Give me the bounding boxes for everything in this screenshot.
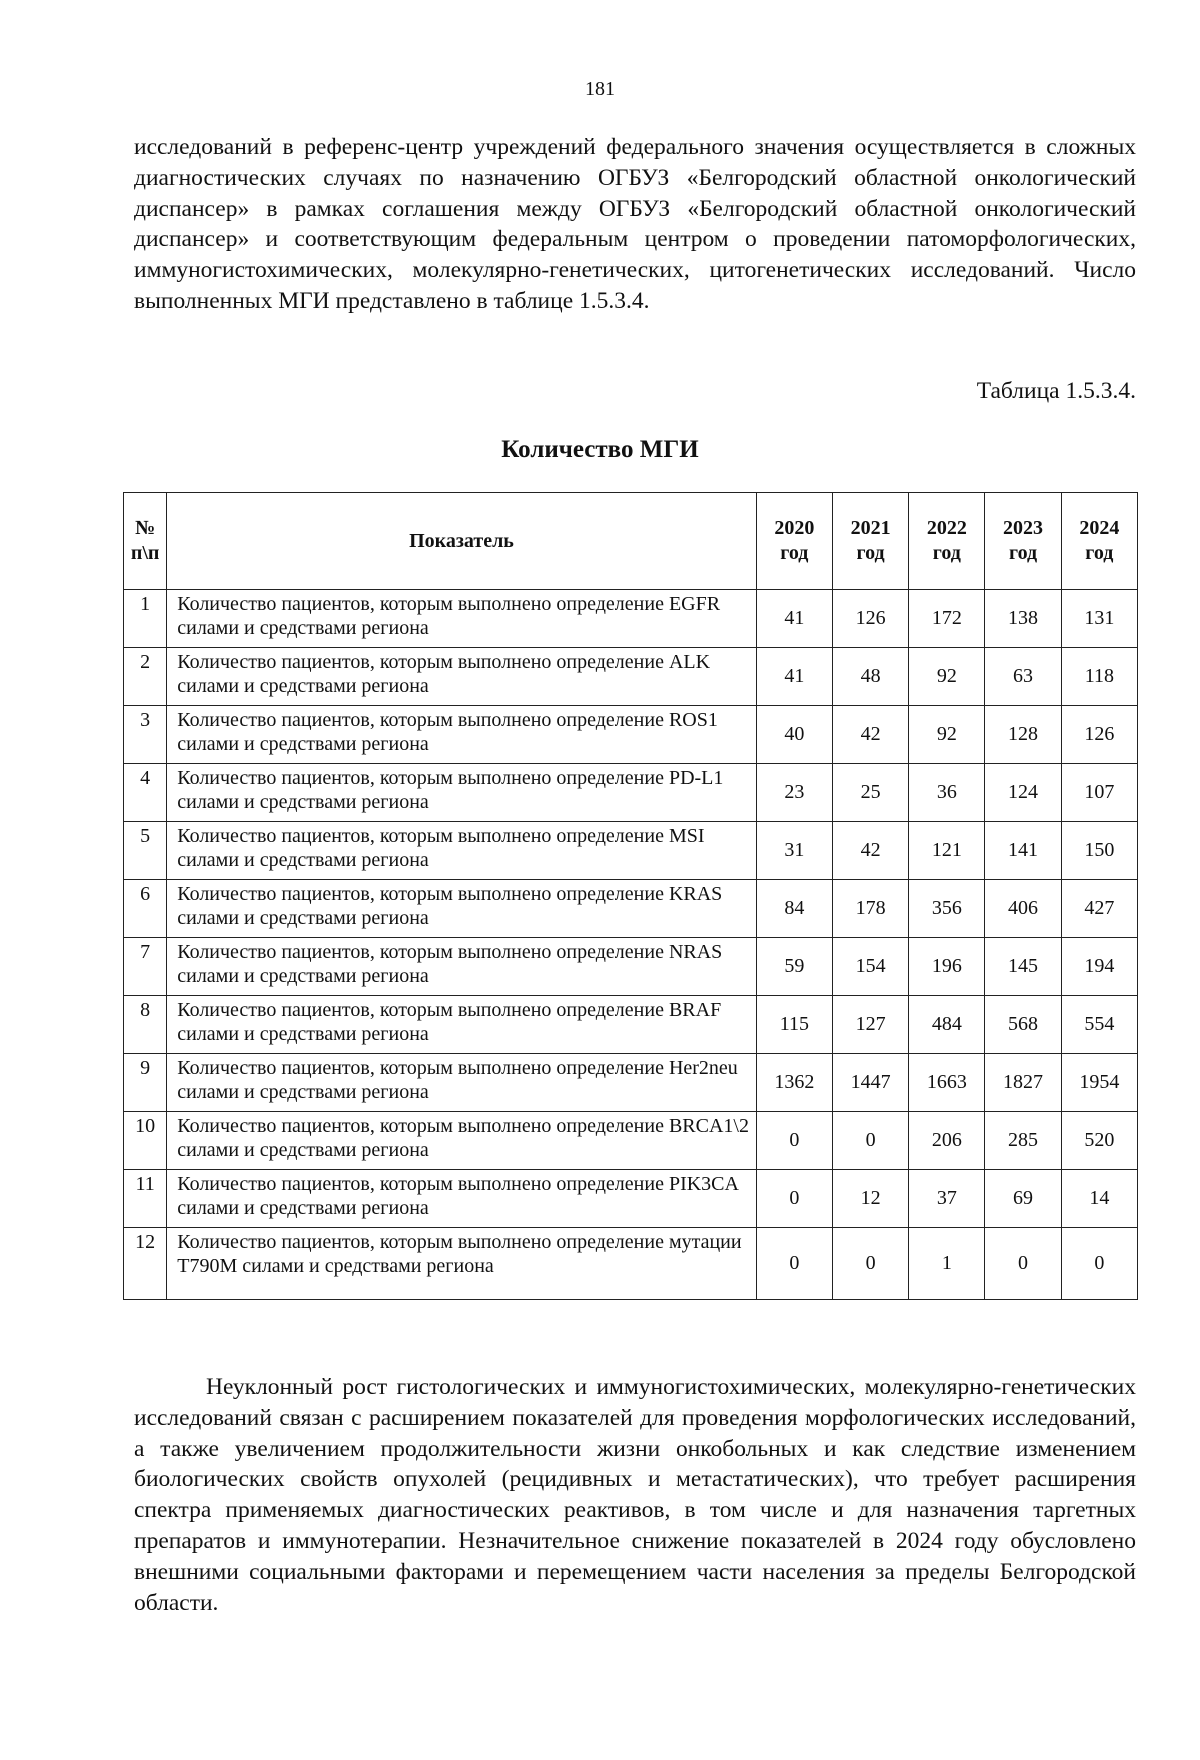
header-year-2023: 2023 год xyxy=(985,493,1061,590)
value-2022: 1 xyxy=(909,1228,985,1300)
table-row xyxy=(124,822,1138,880)
row-number: 9 xyxy=(124,1054,167,1112)
header-num: № п\п xyxy=(124,493,167,590)
value-2022: 172 xyxy=(909,590,985,648)
value-2024: 554 xyxy=(1061,996,1137,1054)
header-year-2020: 2020 год xyxy=(756,493,832,590)
value-2022: 121 xyxy=(909,822,985,880)
value-2023: 138 xyxy=(985,590,1061,648)
value-2021: 154 xyxy=(832,938,908,996)
value-2023: 1827 xyxy=(985,1054,1061,1112)
value-2021: 0 xyxy=(832,1112,908,1170)
value-2024: 126 xyxy=(1061,706,1137,764)
value-2024: 150 xyxy=(1061,822,1137,880)
row-number: 12 xyxy=(124,1228,167,1300)
value-2021: 127 xyxy=(832,996,908,1054)
value-2020: 31 xyxy=(756,822,832,880)
table-row xyxy=(124,1170,1138,1228)
header-year-2024: 2024 год xyxy=(1061,493,1137,590)
mgi-table xyxy=(123,492,1138,1300)
row-indicator: Количество пациентов, которым выполнено определение NRAS силами и средствами региона xyxy=(167,938,757,996)
value-2022: 92 xyxy=(909,648,985,706)
value-2021: 178 xyxy=(832,880,908,938)
row-indicator: Количество пациентов, которым выполнено определение PIK3CA силами и средствами региона xyxy=(167,1170,757,1228)
row-number: 1 xyxy=(124,590,167,648)
value-2024: 194 xyxy=(1061,938,1137,996)
row-indicator: Количество пациентов, которым выполнено определение KRAS силами и средствами региона xyxy=(167,880,757,938)
value-2020: 23 xyxy=(756,764,832,822)
value-2023: 128 xyxy=(985,706,1061,764)
value-2022: 36 xyxy=(909,764,985,822)
value-2024: 118 xyxy=(1061,648,1137,706)
table-row xyxy=(124,764,1138,822)
value-2021: 1447 xyxy=(832,1054,908,1112)
table-row xyxy=(124,880,1138,938)
row-number: 4 xyxy=(124,764,167,822)
value-2022: 484 xyxy=(909,996,985,1054)
header-year-2021: 2021 год xyxy=(832,493,908,590)
table-row xyxy=(124,648,1138,706)
value-2022: 1663 xyxy=(909,1054,985,1112)
intro-paragraph: исследований в референс-центр учреждений федерального значения осуществляется в сложных диагностических случаях по назначению ОГБУЗ «Белгородский областной онкологический диспансер» в рамках соглашения между ОГБУЗ «Белгородский областной онкологический диспансер» и соответствующим федеральным центром о проведении патоморфологических, иммуногистохимических, молекулярно-генетических, цитогенетических исследований. Число выполненных МГИ представлено в таблице 1.5.3.4. xyxy=(134,134,1136,314)
value-2024: 14 xyxy=(1061,1170,1137,1228)
value-2021: 0 xyxy=(832,1228,908,1300)
row-number: 10 xyxy=(124,1112,167,1170)
table-row xyxy=(124,1228,1138,1300)
row-number: 11 xyxy=(124,1170,167,1228)
value-2022: 92 xyxy=(909,706,985,764)
value-2023: 285 xyxy=(985,1112,1061,1170)
table-row xyxy=(124,1054,1138,1112)
row-indicator: Количество пациентов, которым выполнено определение мутации T790M силами и средствами региона xyxy=(167,1228,757,1300)
row-indicator: Количество пациентов, которым выполнено определение ALK силами и средствами региона xyxy=(167,648,757,706)
value-2023: 124 xyxy=(985,764,1061,822)
value-2023: 406 xyxy=(985,880,1061,938)
value-2020: 84 xyxy=(756,880,832,938)
row-number: 3 xyxy=(124,706,167,764)
value-2020: 0 xyxy=(756,1228,832,1300)
row-indicator: Количество пациентов, которым выполнено определение ROS1 силами и средствами региона xyxy=(167,706,757,764)
row-indicator: Количество пациентов, которым выполнено определение BRAF силами и средствами региона xyxy=(167,996,757,1054)
value-2024: 427 xyxy=(1061,880,1137,938)
value-2023: 568 xyxy=(985,996,1061,1054)
row-number: 2 xyxy=(124,648,167,706)
closing-paragraph: Неуклонный рост гистологических и иммуногистохимических, молекулярно-генетических исследований связан с расширением показателей для проведения морфологических исследований, а также увеличением продолжительности жизни онкобольных и как следствие изменением биологических свойств опухолей (рецидивных и метастатических), что требует расширения спектра применяемых диагностических реактивов, в том числе и для назначения таргетных препаратов и иммунотерапии. Незначительное снижение показателей в 2024 году обусловлено внешними социальными факторами и перемещением части населения за пределы Белгородской области. xyxy=(134,1374,1136,1616)
row-indicator: Количество пациентов, которым выполнено определение EGFR силами и средствами региона xyxy=(167,590,757,648)
table-row xyxy=(124,1112,1138,1170)
value-2024: 520 xyxy=(1061,1112,1137,1170)
value-2021: 25 xyxy=(832,764,908,822)
value-2023: 63 xyxy=(985,648,1061,706)
value-2023: 141 xyxy=(985,822,1061,880)
value-2020: 1362 xyxy=(756,1054,832,1112)
table-title: Количество МГИ xyxy=(501,436,699,463)
row-number: 7 xyxy=(124,938,167,996)
value-2022: 356 xyxy=(909,880,985,938)
value-2022: 196 xyxy=(909,938,985,996)
row-indicator: Количество пациентов, которым выполнено определение PD-L1 силами и средствами региона xyxy=(167,764,757,822)
header-year-2022: 2022 год xyxy=(909,493,985,590)
table-header-row xyxy=(124,493,1138,590)
row-number: 6 xyxy=(124,880,167,938)
page-number: 181 xyxy=(585,78,615,100)
value-2023: 69 xyxy=(985,1170,1061,1228)
value-2021: 12 xyxy=(832,1170,908,1228)
row-number: 8 xyxy=(124,996,167,1054)
value-2020: 0 xyxy=(756,1170,832,1228)
value-2024: 1954 xyxy=(1061,1054,1137,1112)
table-row xyxy=(124,590,1138,648)
value-2021: 48 xyxy=(832,648,908,706)
row-number: 5 xyxy=(124,822,167,880)
value-2024: 0 xyxy=(1061,1228,1137,1300)
value-2022: 206 xyxy=(909,1112,985,1170)
value-2020: 115 xyxy=(756,996,832,1054)
value-2021: 42 xyxy=(832,822,908,880)
value-2020: 0 xyxy=(756,1112,832,1170)
row-indicator: Количество пациентов, которым выполнено определение BRCA1\2 силами и средствами региона xyxy=(167,1112,757,1170)
value-2024: 131 xyxy=(1061,590,1137,648)
table-reference: Таблица 1.5.3.4. xyxy=(976,378,1136,404)
value-2022: 37 xyxy=(909,1170,985,1228)
header-indicator: Показатель xyxy=(167,493,757,590)
value-2020: 40 xyxy=(756,706,832,764)
value-2021: 126 xyxy=(832,590,908,648)
row-indicator: Количество пациентов, которым выполнено определение Her2neu силами и средствами региона xyxy=(167,1054,757,1112)
table-row xyxy=(124,938,1138,996)
value-2020: 59 xyxy=(756,938,832,996)
value-2021: 42 xyxy=(832,706,908,764)
value-2020: 41 xyxy=(756,648,832,706)
value-2024: 107 xyxy=(1061,764,1137,822)
table-row xyxy=(124,996,1138,1054)
row-indicator: Количество пациентов, которым выполнено определение MSI силами и средствами региона xyxy=(167,822,757,880)
value-2023: 145 xyxy=(985,938,1061,996)
value-2020: 41 xyxy=(756,590,832,648)
value-2023: 0 xyxy=(985,1228,1061,1300)
table-row xyxy=(124,706,1138,764)
